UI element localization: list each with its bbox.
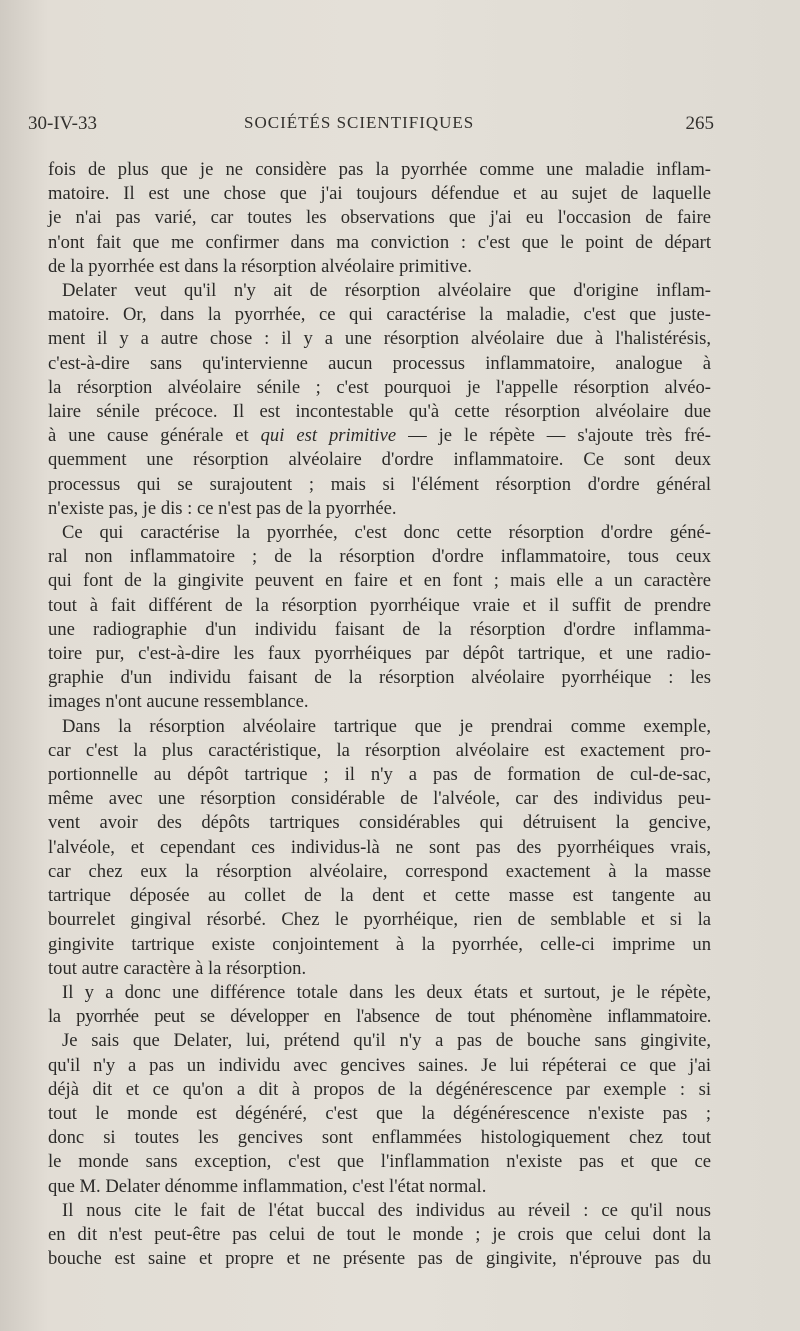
text-line: matoire. Or, dans la pyorrhée, ce qui caractérise la maladie, c'est que juste- <box>48 304 711 326</box>
text-line: quemment une résorption alvéolaire d'ordre inflammatoire. Ce sont deux <box>48 449 711 471</box>
text-line: la résorption alvéolaire sénile ; c'est pourquoi je l'appelle résorption alvéo- <box>48 376 711 398</box>
text-line: gingivite tartrique existe conjointement à la pyorrhée, celle-ci imprime un <box>48 933 711 955</box>
text-line: graphie d'un individu faisant de la résorption alvéolaire pyorrhéique : les <box>48 667 711 689</box>
text-line: bouche est saine et propre et ne présente pas de gingivite, n'éprouve pas du <box>48 1248 711 1270</box>
text-line: Il y a donc une différence totale dans les deux états et surtout, je le répète, <box>62 981 711 1003</box>
text-line: la pyorrhée peut se développer en l'absence de tout phénomène inflammatoire. <box>48 1006 711 1028</box>
paragraph-2 <box>48 279 711 521</box>
text-line: images n'ont aucune ressemblance. <box>48 691 309 713</box>
text-line: ral non inflammatoire ; de la résorption d'ordre inflammatoire, tous ceux <box>48 546 711 568</box>
body-text <box>48 158 711 1271</box>
text-line: tartrique déposée au collet de la dent et cette masse est tangente au <box>48 885 711 907</box>
text-line: c'est-à-dire sans qu'intervienne aucun processus inflammatoire, analogue à <box>48 352 711 374</box>
text-line: tout le monde est dégénéré, c'est que la dégénérescence n'existe pas ; <box>48 1102 711 1124</box>
text-line: Il nous cite le fait de l'état buccal des individus au réveil : ce qu'il nous <box>62 1199 711 1221</box>
text-line: je n'ai pas varié, car toutes les observations que j'ai eu l'occasion de faire <box>48 207 711 229</box>
text-line: le monde sans exception, c'est que l'inflammation n'existe pas et que ce <box>48 1151 711 1173</box>
text-line: laire sénile précoce. Il est incontestable qu'à cette résorption alvéolaire due <box>48 401 711 423</box>
text-line: tout à fait différent de la résorption pyorrhéique vraie et il suffit de prendre <box>48 594 711 616</box>
text-line: car chez eux la résorption alvéolaire, correspond exactement à la masse <box>48 860 711 882</box>
text-line: processus qui se surajoutent ; mais si l'élément résorption d'ordre général <box>48 473 711 495</box>
page-number: 265 <box>685 113 714 134</box>
header-date: 30-IV-33 <box>28 113 97 134</box>
text-line: de la pyorrhée est dans la résorption alvéolaire primitive. <box>48 255 472 277</box>
text-segment: à une cause générale et <box>48 425 261 447</box>
paragraph-5 <box>48 981 711 1029</box>
text-line: déjà dit et ce qu'on a dit à propos de la dégénérescence par exemple : si <box>48 1078 711 1100</box>
text-line: qu'il n'y a pas un individu avec gencives saines. Je lui répéterai ce que j'ai <box>48 1054 711 1076</box>
text-line: une radiographie d'un individu faisant de la résorption d'ordre inflamma- <box>48 618 711 640</box>
text-line: n'existe pas, je dis : ce n'est pas de la pyorrhée. <box>48 497 397 519</box>
text-line: l'alvéole, et cependant ces individus-là ne sont pas des pyorrhéiques vrais, <box>48 836 711 858</box>
paragraph-4 <box>48 715 711 981</box>
text-line: car c'est la plus caractéristique, la résorption alvéolaire est exactement pro- <box>48 739 711 761</box>
text-line: Dans la résorption alvéolaire tartrique que je prendrai comme exemple, <box>62 715 711 737</box>
text-line: matoire. Il est une chose que j'ai toujours défendue et au sujet de laquelle <box>48 183 711 205</box>
text-line: Je sais que Delater, lui, prétend qu'il n'y a pas de bouche sans gingivite, <box>62 1030 711 1052</box>
text-line: portionnelle au dépôt tartrique ; il n'y a pas de formation de cul-de-sac, <box>48 764 711 786</box>
running-header <box>28 113 714 143</box>
text-line: Delater veut qu'il n'y ait de résorption alvéolaire que d'origine inflam- <box>62 280 711 302</box>
text-line: fois de plus que je ne considère pas la pyorrhée comme une maladie inflam- <box>48 159 711 180</box>
text-line: n'ont fait que me confirmer dans ma conviction : c'est que le point de départ <box>48 231 711 253</box>
paragraph-6 <box>48 1029 711 1198</box>
text-line: tout autre caractère à la résorption. <box>48 957 307 979</box>
text-line: qui font de la gingivite peuvent en faire et en font ; mais elle a un caractère <box>48 570 711 592</box>
text-line: même avec une résorption considérable de l'alvéole, car des individus peu- <box>48 788 711 810</box>
text-line: ment il y a autre chose : il y a une résorption alvéolaire due à l'halistérésis, <box>48 328 711 350</box>
text-line: que M. Delater dénomme inflammation, c'est l'état normal. <box>48 1175 487 1197</box>
text-segment: — je le répète — s'ajoute très fré- <box>396 425 711 447</box>
text-line: vent avoir des dépôts tartriques considérables qui détruisent la gencive, <box>48 812 711 834</box>
italic-phrase: qui est primitive <box>260 425 397 447</box>
text-line: bourrelet gingival résorbé. Chez le pyorrhéique, rien de semblable et si la <box>48 909 711 931</box>
paragraph-7 <box>48 1199 711 1272</box>
header-section-title: SOCIÉTÉS SCIENTIFIQUES <box>244 113 475 132</box>
text-line: donc si toutes les gencives sont enflammées histologiquement chez tout <box>48 1127 711 1149</box>
text-line: Ce qui caractérise la pyorrhée, c'est donc cette résorption d'ordre géné- <box>62 522 711 544</box>
paragraph-1 <box>48 158 711 279</box>
text-line-with-italic <box>48 424 711 448</box>
paragraph-3 <box>48 521 711 715</box>
text-line: en dit n'est peut-être pas celui de tout le monde ; je crois que celui dont la <box>48 1223 711 1245</box>
text-line: toire pur, c'est-à-dire les faux pyorrhéiques par dépôt tartrique, et une radio- <box>48 643 711 665</box>
